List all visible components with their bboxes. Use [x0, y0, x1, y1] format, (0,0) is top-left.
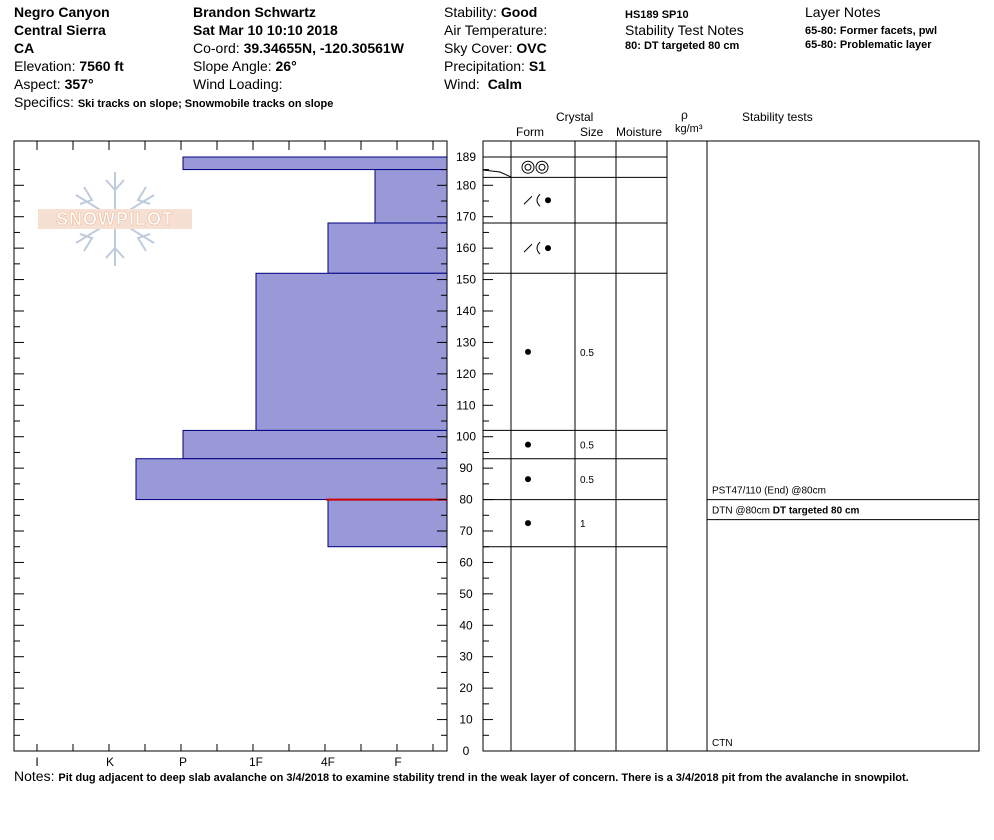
y-tick-label-110: 110: [456, 398, 476, 413]
crystal-heading: Crystal: [556, 110, 594, 124]
hardness-bar-2: [328, 223, 447, 273]
y-tick-label-60: 60: [459, 555, 473, 570]
elevation-label: Elevation:: [14, 58, 76, 74]
hs-sp-values: HS189 SP10: [625, 9, 689, 21]
y-tick-label-160: 160: [455, 241, 477, 256]
grain-size-label-4: 0.5: [580, 440, 594, 452]
y-tick-label-30: 30: [459, 649, 473, 664]
y-tick-label-130: 130: [455, 335, 477, 350]
test-result-0-a: PST47/110 (End) @80cm: [712, 485, 826, 497]
y-tick-label-0: 0: [462, 744, 470, 758]
decomposing-rounding-icon: [524, 242, 551, 254]
profile-table-frame: [483, 141, 979, 751]
state: CA: [14, 40, 35, 56]
x-tick-label-1F: 1F: [248, 755, 264, 769]
test-result-0-b: DTN @80cm DT targeted 80 cm: [712, 505, 860, 517]
y-tick-label-120: 120: [455, 366, 477, 381]
layer-notes-title: Layer Notes: [805, 4, 881, 20]
notes-label: Notes:: [14, 768, 55, 784]
y-tick-label-150: 150: [455, 272, 477, 287]
logo-text: SNOWPILOT: [56, 209, 174, 229]
coord-value: 39.34655N, -120.30561W: [243, 40, 404, 56]
notes-block: [14, 766, 994, 788]
density-symbol: ρ: [681, 108, 688, 122]
stability-notes-title: Stability Test Notes: [625, 22, 744, 38]
y-tick-label-189: 189: [455, 150, 477, 164]
stability-tests-heading: Stability tests: [742, 110, 813, 124]
stability-value: Good: [500, 4, 538, 20]
observer-name: Brandon Schwartz: [193, 4, 316, 20]
grain-size-label-3: 0.5: [580, 347, 594, 359]
wind-label: Wind:: [444, 76, 480, 92]
stability-note: 80: DT targeted 80 cm: [625, 40, 740, 52]
elevation-value: 7560 ft: [79, 58, 124, 74]
size-heading: Size: [580, 125, 604, 139]
y-tick-label-170: 170: [455, 209, 477, 224]
hardness-bar-3: [256, 273, 447, 430]
y-tick-label-180: 180: [455, 178, 477, 193]
layer-note-1: 65-80: Former facets, pwl: [805, 25, 938, 37]
observation-datetime: Sat Mar 10 10:10 2018: [193, 22, 338, 38]
density-units: kg/m³: [675, 123, 703, 135]
y-tick-label-80: 80: [459, 492, 473, 507]
aspect-label: Aspect:: [14, 76, 61, 92]
x-tick-label-P: P: [178, 755, 188, 769]
x-tick-label-4F: 4F: [320, 755, 336, 769]
moisture-heading: Moisture: [616, 125, 663, 139]
x-tick-label-I: I: [35, 755, 39, 769]
y-tick-label-10: 10: [459, 712, 473, 727]
rounded-grain-icon: [525, 476, 531, 482]
melt-freeze-icon: [522, 161, 548, 173]
slope-label: Slope Angle:: [193, 58, 272, 74]
hardness-bar-0: [183, 157, 447, 170]
coord-label: Co-ord:: [193, 40, 240, 56]
y-tick-label-90: 90: [459, 461, 473, 476]
form-heading: Form: [516, 125, 544, 139]
layer-connector: [483, 170, 511, 177]
grain-size-label-6: 1: [580, 519, 586, 531]
x-tick-label-K: K: [105, 755, 115, 769]
location-name: Negro Canyon: [14, 4, 110, 20]
stability-label: Stability:: [444, 4, 497, 20]
rounded-grain-icon: [525, 349, 531, 355]
hardness-bar-1: [375, 170, 447, 223]
hardness-bar-5: [136, 459, 447, 500]
x-tick-label-F: F: [394, 755, 402, 769]
rounded-grain-icon: [525, 442, 531, 448]
hardness-bar-6: [328, 500, 447, 547]
y-tick-label-140: 140: [455, 304, 477, 318]
decomposing-rounding-icon: [524, 194, 551, 206]
layer-note-2: 65-80: Problematic layer: [805, 39, 932, 51]
notes-text: Pit dug adjacent to deep slab avalanche on 3/4/2018 to examine stability trend in the weak layer of concern. There is a 3/4/2018 pit from the avalanche in snowpilot.: [58, 772, 909, 784]
slope-value: 26°: [275, 58, 297, 74]
hardness-bar-4: [183, 430, 447, 458]
precipitation-label: Precipitation:: [444, 58, 525, 74]
rounded-grain-icon: [525, 520, 531, 526]
y-tick-label-20: 20: [459, 681, 473, 696]
grain-size-label-5: 0.5: [580, 475, 594, 487]
wind-loading-label: Wind Loading:: [193, 76, 283, 92]
air-temp-label: Air Temperature:: [444, 22, 548, 38]
mountain-range: Central Sierra: [14, 22, 106, 38]
y-tick-label-40: 40: [459, 618, 473, 633]
y-tick-label-70: 70: [459, 524, 473, 538]
y-tick-label-50: 50: [459, 586, 473, 601]
wind-value: Calm: [487, 76, 522, 92]
sky-cover-value: OVC: [516, 40, 547, 56]
specifics-label: Specifics:: [14, 94, 74, 110]
specifics-value: Ski tracks on slope; Snowmobile tracks on slope: [77, 98, 334, 110]
y-tick-label-100: 100: [455, 429, 477, 444]
sky-cover-label: Sky Cover:: [444, 40, 513, 56]
precipitation-value: S1: [528, 58, 546, 74]
aspect-value: 357°: [64, 76, 94, 92]
test-result-1: CTN: [712, 738, 733, 749]
